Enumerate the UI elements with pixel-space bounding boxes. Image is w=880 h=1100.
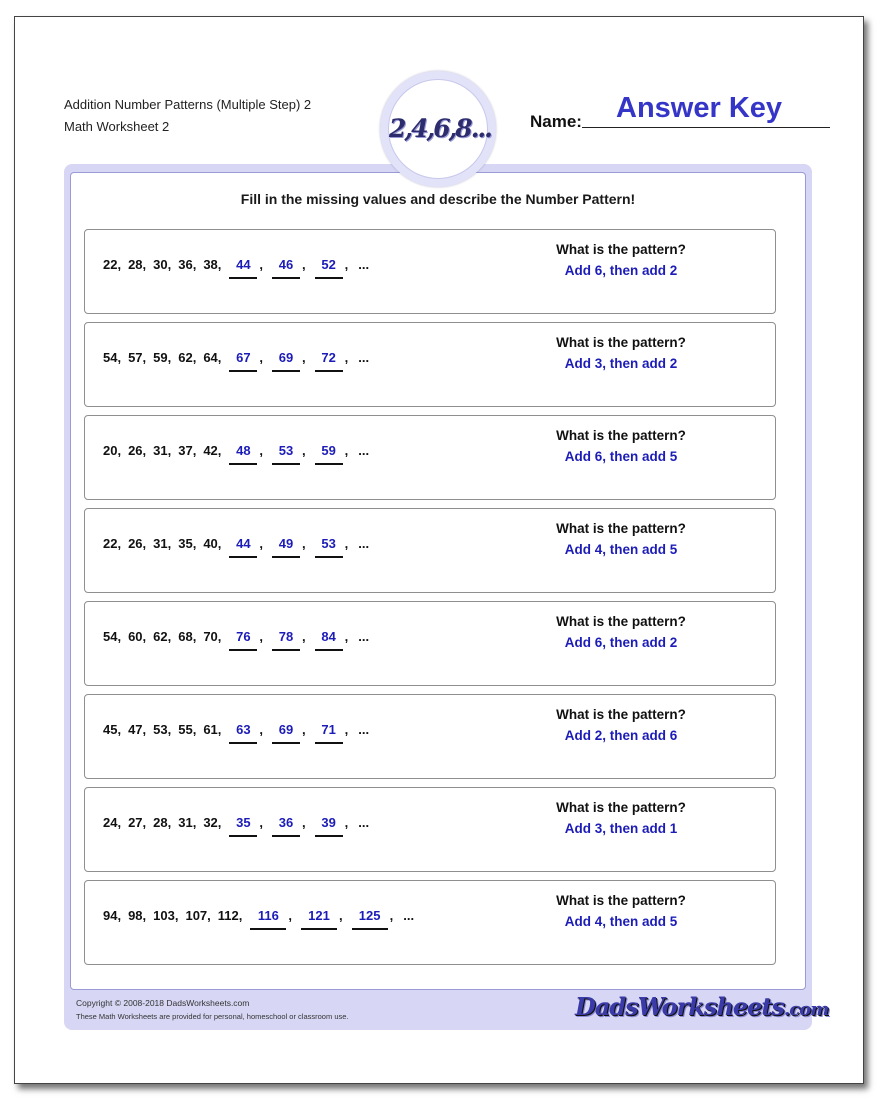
pattern-answer: Add 2, then add 6 xyxy=(564,728,678,743)
number-sequence xyxy=(103,722,369,744)
given-number: 31, xyxy=(153,443,172,458)
given-number: 22, xyxy=(103,536,122,551)
separator: , xyxy=(288,908,292,923)
separator: , xyxy=(302,815,306,830)
logo-badge xyxy=(388,79,491,179)
answer-blank: 39 xyxy=(315,815,343,837)
given-number: 47, xyxy=(128,722,147,737)
pattern-answer: Add 6, then add 2 xyxy=(564,263,678,278)
given-number: 98, xyxy=(128,908,147,923)
answer-blank: 46 xyxy=(272,257,300,279)
given-number: 27, xyxy=(128,815,147,830)
given-number: 60, xyxy=(128,629,147,644)
name-line xyxy=(582,127,830,128)
given-number: 94, xyxy=(103,908,122,923)
separator: , xyxy=(344,629,349,644)
given-number: 40, xyxy=(203,536,222,551)
separator: , xyxy=(302,722,306,737)
problem-box xyxy=(84,880,776,965)
answer-blank: 71 xyxy=(315,722,343,744)
number-sequence xyxy=(103,815,369,837)
answer-blank: 44 xyxy=(229,536,257,558)
instructions: Fill in the missing values and describe the Number Pattern! xyxy=(240,191,636,207)
answer-blank: 49 xyxy=(272,536,300,558)
answer-blank: 35 xyxy=(229,815,257,837)
worksheet-title: Addition Number Patterns (Multiple Step) 2 xyxy=(64,97,312,112)
number-sequence xyxy=(103,257,369,279)
answer-blank: 48 xyxy=(229,443,257,465)
given-number: 31, xyxy=(178,815,197,830)
answer-key-label: Answer Key xyxy=(616,92,783,124)
given-number: 64, xyxy=(203,350,222,365)
given-number: 42, xyxy=(203,443,222,458)
ellipsis: ... xyxy=(358,536,370,551)
given-number: 59, xyxy=(153,350,172,365)
problem-box xyxy=(84,322,776,407)
answer-blank: 78 xyxy=(272,629,300,651)
answer-blank: 69 xyxy=(272,722,300,744)
pattern-question: What is the pattern? xyxy=(556,521,686,536)
separator: , xyxy=(302,257,306,272)
separator: , xyxy=(259,257,264,272)
pattern-answer: Add 4, then add 5 xyxy=(564,914,678,929)
given-number: 55, xyxy=(178,722,197,737)
pattern-answer: Add 4, then add 5 xyxy=(564,542,678,557)
pattern-question: What is the pattern? xyxy=(556,242,686,257)
pattern-question: What is the pattern? xyxy=(556,707,686,722)
ellipsis: ... xyxy=(358,722,370,737)
given-number: 20, xyxy=(103,443,122,458)
separator: , xyxy=(259,629,264,644)
separator: , xyxy=(302,443,306,458)
pattern-answer: Add 3, then add 2 xyxy=(564,356,678,371)
number-sequence xyxy=(103,629,369,651)
pattern-question: What is the pattern? xyxy=(556,893,686,908)
number-sequence xyxy=(103,908,414,930)
given-number: 61, xyxy=(203,722,222,737)
footer-note: These Math Worksheets are provided for personal, homeschool or classroom use. xyxy=(76,1012,349,1021)
problem-box xyxy=(84,415,776,500)
given-number: 54, xyxy=(103,350,122,365)
pattern-answer: Add 6, then add 2 xyxy=(564,635,678,650)
brand-suffix: .com xyxy=(784,999,829,1020)
given-number: 107, xyxy=(185,908,211,923)
pattern-question: What is the pattern? xyxy=(556,335,686,350)
answer-blank: 53 xyxy=(272,443,300,465)
ellipsis: ... xyxy=(358,443,370,458)
ellipsis: ... xyxy=(358,815,370,830)
pattern-question: What is the pattern? xyxy=(556,800,686,815)
answer-blank: 36 xyxy=(272,815,300,837)
ellipsis: ... xyxy=(358,350,370,365)
brand-name: DadsWorksheets xyxy=(575,992,785,1021)
given-number: 45, xyxy=(103,722,122,737)
answer-blank: 63 xyxy=(229,722,257,744)
problem-box xyxy=(84,694,776,779)
answer-blank: 44 xyxy=(229,257,257,279)
ellipsis: ... xyxy=(358,257,370,272)
given-number: 30, xyxy=(153,257,172,272)
separator: , xyxy=(302,350,306,365)
given-number: 103, xyxy=(153,908,179,923)
given-number: 22, xyxy=(103,257,122,272)
logo-text: 2,4,6,8... xyxy=(389,114,491,143)
footer-copyright: Copyright © 2008-2018 DadsWorksheets.com xyxy=(76,998,250,1008)
problem-box xyxy=(84,508,776,593)
answer-blank: 53 xyxy=(315,536,343,558)
given-number: 36, xyxy=(178,257,197,272)
separator: , xyxy=(259,722,264,737)
separator: , xyxy=(344,815,349,830)
given-number: 68, xyxy=(178,629,197,644)
number-sequence xyxy=(103,443,369,465)
number-sequence xyxy=(103,350,369,372)
given-number: 62, xyxy=(178,350,197,365)
separator: , xyxy=(344,257,349,272)
given-number: 37, xyxy=(178,443,197,458)
separator: , xyxy=(344,536,349,551)
given-number: 57, xyxy=(128,350,147,365)
separator: , xyxy=(259,815,264,830)
given-number: 112, xyxy=(217,908,243,923)
separator: , xyxy=(389,908,394,923)
given-number: 35, xyxy=(178,536,197,551)
number-sequence xyxy=(103,536,369,558)
answer-blank: 52 xyxy=(315,257,343,279)
answer-blank: 84 xyxy=(315,629,343,651)
pattern-question: What is the pattern? xyxy=(556,614,686,629)
separator: , xyxy=(302,629,306,644)
separator: , xyxy=(302,536,306,551)
given-number: 28, xyxy=(153,815,172,830)
separator: , xyxy=(259,536,264,551)
given-number: 70, xyxy=(203,629,222,644)
answer-blank: 59 xyxy=(315,443,343,465)
worksheet-subtitle: Math Worksheet 2 xyxy=(64,119,170,134)
given-number: 54, xyxy=(103,629,122,644)
given-number: 62, xyxy=(153,629,172,644)
given-number: 24, xyxy=(103,815,122,830)
answer-blank: 76 xyxy=(229,629,257,651)
answer-blank: 72 xyxy=(315,350,343,372)
pattern-answer: Add 3, then add 1 xyxy=(564,821,678,836)
ellipsis: ... xyxy=(403,908,415,923)
name-label: Name: xyxy=(530,112,582,131)
sequence-logo xyxy=(380,71,496,187)
problem-box xyxy=(84,601,776,686)
answer-blank: 67 xyxy=(229,350,257,372)
pattern-question: What is the pattern? xyxy=(556,428,686,443)
given-number: 53, xyxy=(153,722,172,737)
answer-blank: 121 xyxy=(301,908,337,930)
given-number: 26, xyxy=(128,443,147,458)
given-number: 28, xyxy=(128,257,147,272)
given-number: 31, xyxy=(153,536,172,551)
separator: , xyxy=(259,350,264,365)
separator: , xyxy=(259,443,264,458)
given-number: 32, xyxy=(203,815,222,830)
answer-blank: 125 xyxy=(352,908,388,930)
separator: , xyxy=(344,443,349,458)
ellipsis: ... xyxy=(358,629,370,644)
given-number: 38, xyxy=(203,257,222,272)
problem-box xyxy=(84,787,776,872)
separator: , xyxy=(339,908,343,923)
separator: , xyxy=(344,350,349,365)
problem-box xyxy=(84,229,776,314)
given-number: 26, xyxy=(128,536,147,551)
pattern-answer: Add 6, then add 5 xyxy=(564,449,678,464)
separator: , xyxy=(344,722,349,737)
answer-blank: 69 xyxy=(272,350,300,372)
brand-logo xyxy=(575,992,829,1021)
answer-blank: 116 xyxy=(250,908,286,930)
